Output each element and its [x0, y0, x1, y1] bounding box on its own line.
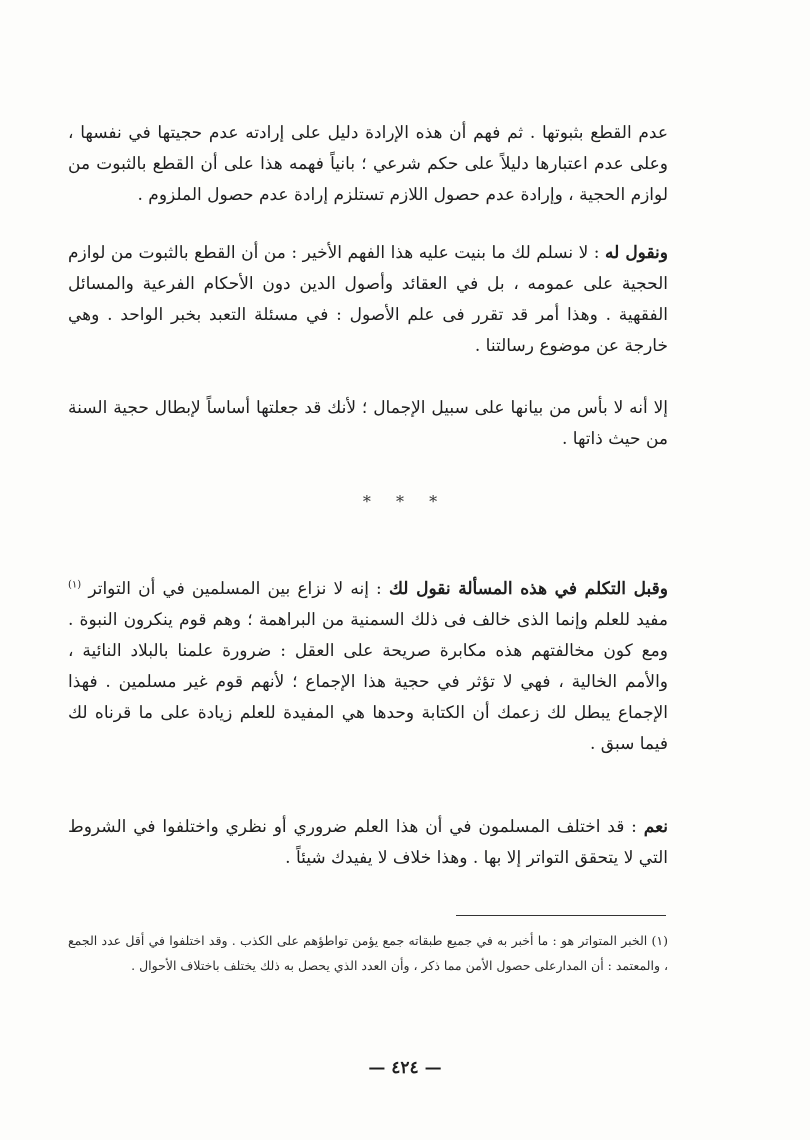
paragraph-5 — [68, 812, 668, 874]
paragraph-5-lead: نعم — [643, 817, 668, 837]
paragraph-1-text: عدم القطع بثبوتها . ثم فهم أن هذه الإرادة دليل على إرادته عدم حجيتها في نفسها ، وعلى عدم اعتبارها دليلاً على حكم شرعي ؛ بانياً فهمه هذا على أن القطع بالثبوت من لوازم الحجية ، وإرادة عدم حصول اللازم تستلزم إرادة عدم حصول الملزوم . — [68, 123, 668, 205]
paragraph-4-part-b: مفيد للعلم وإنما الذى خالف فى ذلك السمنية من البراهمة ؛ وهم قوم ينكرون النبوة . ومع كون مخالفتهم هذه مكابرة صريحة على العقل : ضرورة علمنا بالبلاد النائية ، والأمم الخالية ، فهي لا تؤثر في حجية هذا الإجماع ؛ لأنهم قوم غير مسلمين . فهذا الإجماع يبطل لك زعمك أن الكتابة وحدها هي المفيدة للعلم زيادة على ما قرناه لك فيما سبق . — [68, 610, 668, 754]
page-number: — ٤٢٤ — — [368, 1058, 442, 1078]
section-separator: * * * — [362, 492, 448, 511]
paragraph-2-lead: ونقول له — [605, 243, 668, 263]
footnote-text: (١) الخبر المتواتر هو : ما أخبر به في جميع طبقاته جمع يؤمن تواطؤهم على الكذب . وقد اختلفوا في أقل عدد الجمع ، والمعتمد : أن المدارعلى حصول الأمن مما ذكر ، وأن العدد الذي يحصل به ذلك يختلف باختلاف الأحوال . — [68, 933, 668, 973]
paragraph-5-body: : قد اختلف المسلمون في أن هذا العلم ضروري أو نظري واختلفوا في الشروط التي لا يتحقق التواتر إلا بها . وهذا خلاف لا يفيدك شيئاً . — [68, 817, 668, 868]
paragraph-4 — [68, 574, 668, 760]
paragraph-4-part-a: : إنه لا نزاع بين المسلمين في أن التواتر — [88, 579, 382, 599]
paragraph-1 — [68, 118, 668, 211]
paragraph-2 — [68, 238, 668, 362]
paragraph-3 — [68, 393, 668, 455]
footnote-divider — [456, 915, 666, 916]
paragraph-3-text: إلا أنه لا بأس من بيانها على سبيل الإجمال ؛ لأنك قد جعلتها أساساً لإبطال حجية السنة من حيث ذاتها . — [68, 398, 668, 449]
footnote-reference[interactable]: (١) — [68, 579, 82, 591]
footnote — [68, 928, 668, 978]
paragraph-2-body: : لا نسلم لك ما بنيت عليه هذا الفهم الأخير : من أن القطع بالثبوت من لوازم الحجية على عمومه ، بل في العقائد وأصول الدين دون الأحكام الفرعية والمسائل الفقهية . وهذا أمر قد تقرر فى علم الأصول : في مسئلة التعبد بخبر الواحد . وهي خارجة عن موضوع رسالتنا . — [68, 243, 668, 356]
paragraph-4-lead: وقبل التكلم في هذه المسألة نقول لك — [388, 579, 668, 599]
